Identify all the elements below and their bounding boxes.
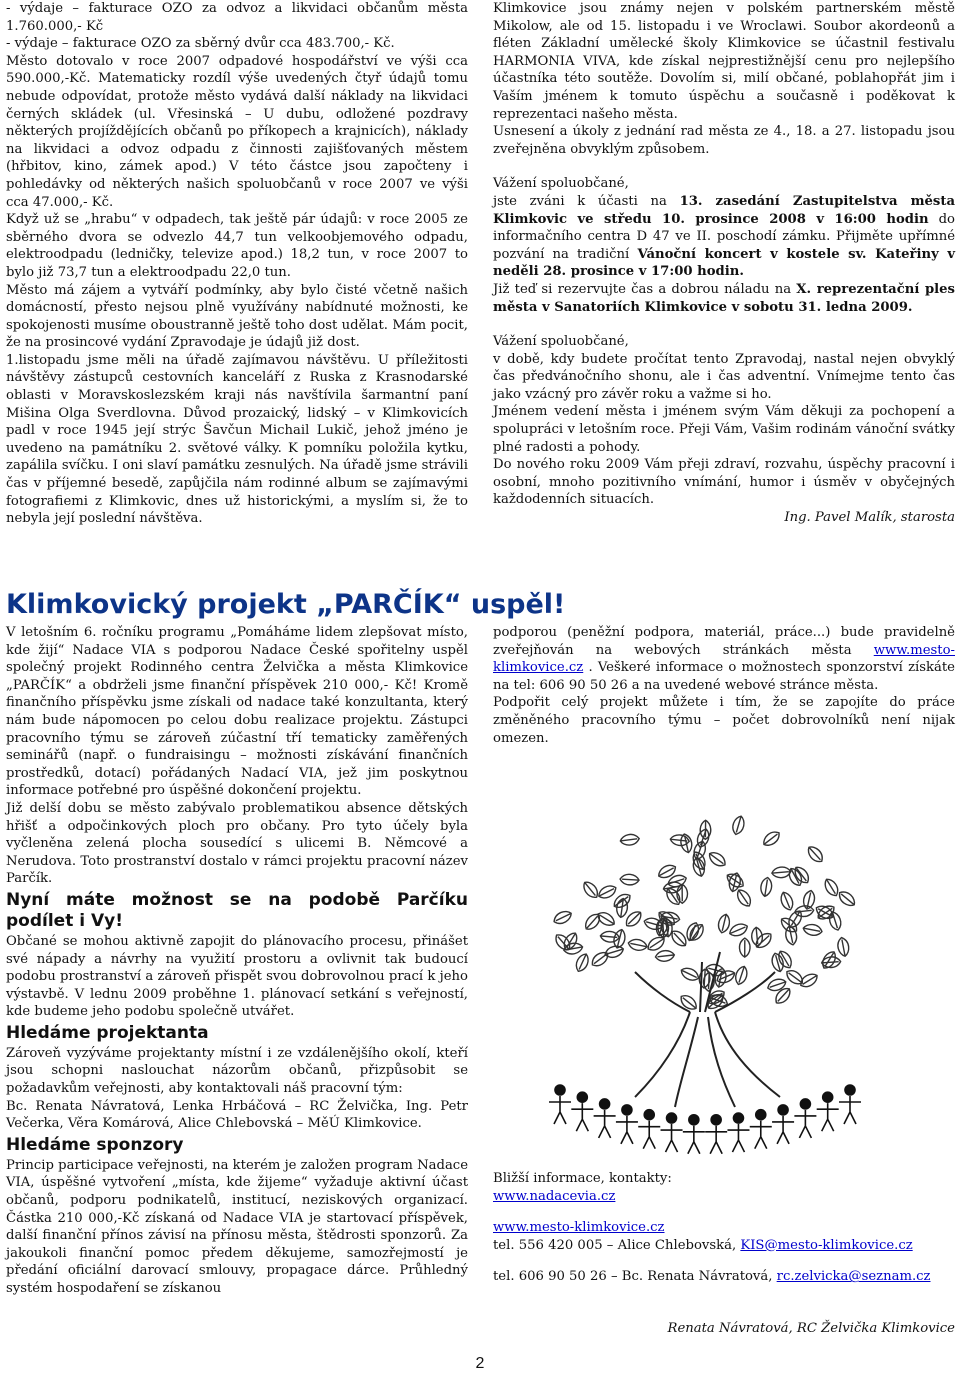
page-number: 2 [475, 1355, 485, 1372]
leaf [552, 909, 574, 927]
leaf [733, 965, 749, 986]
leaf [582, 911, 603, 932]
leaf [679, 833, 693, 854]
leaf [581, 879, 601, 900]
leaf [805, 844, 826, 865]
child-figure [571, 1092, 593, 1131]
leaf [707, 849, 729, 869]
leaf [739, 938, 750, 957]
paragraph-text: podporou (peněžní podpora, materiál, práce...) bude pravidelně zveřejňován na webových stránkách města [493, 625, 955, 658]
tree-drawing-image [540, 812, 870, 1164]
paragraph: Město dotovalo v roce 2007 odpadové hospodářství ve výši cca 590.000,-Kč. Matematicky rozdíl výše uvedených čtyř údajů tomu nebude odpovídat, protože město vydává další náklady na likvidaci černých skládek (ul. Vřesinská – U dubu, odložené pozdravy některých projíždějících občanů po příkopech a krajnicích), náklady na likvidaci a odvoz odpadu z činnosti zajišťovaných městem (hřbitov, kino, zámek apod.) V této částce jsou započteny i pohledávky od některých našich spoluobčanů v roce 2007 ve výši cca 47.000,- Kč. [6, 53, 468, 210]
leaf [771, 866, 791, 878]
leaf [717, 913, 732, 934]
contacts-heading: Bližší informace, kontakty: [493, 1171, 672, 1186]
section-heading: Hledáme sponzory [6, 1134, 184, 1155]
article-waste-column [6, 0, 468, 528]
child-figure [817, 1092, 839, 1131]
parcik-continuation-column [493, 624, 955, 747]
child-figure [661, 1113, 683, 1152]
leaf [728, 921, 750, 938]
leaf [836, 889, 857, 909]
child-figure [750, 1110, 772, 1149]
paragraph: Jménem vedení města i jménem svým Vám děkuji za pochopení a spolupráci v letošním roce. Přeji Vám, Vašim rodinám vánoční svátky plné radosti a pohody. [493, 404, 955, 455]
paragraph: 1.listopadu jsme měli na úřadě zajímavou návštěvu. U příležitosti návštěvy zástupců cestovních kanceláří z Ruska z Krasnodarské oblasti v Moravskoslezském kraji nás navštívila šarmantní paní Mišina Olga Sverdlovna. Důvod prozaický, lidský – v Klimkovicích padl v roce 1945 její strýc Šavčun Michail Lukič, jehož jméno je uvedeno na památníku 2. světové války. K pomníku položila kytku, zapálila svíčku. I oni slaví památku zesnulých. Na úřadě jsme strávili čas v příjemné besedě, zapůjčila nám rodinné album se zajímavými fotografiemi z Klimkovic, dnes už historickými, a myslím si, že to nebyla její poslední návštěva. [6, 352, 468, 527]
leaf [760, 877, 773, 897]
child-figure [705, 1115, 727, 1154]
nadacevia-link[interactable]: www.nadacevia.cz [493, 1188, 616, 1204]
leaf [679, 965, 701, 983]
dancing-children [549, 1085, 861, 1154]
contact-line [493, 1268, 955, 1286]
leaf [784, 967, 806, 987]
child-figure [839, 1085, 861, 1124]
leaf [656, 862, 678, 880]
mesto-klimkovice-link[interactable]: www.mesto-klimkovice.cz [493, 1220, 665, 1236]
leaf [734, 887, 753, 909]
city-ball: X. reprezentační ples města v Sanatoriích Klimkovice v sobotu 31. ledna 2009. [493, 281, 955, 315]
leaf [678, 992, 699, 1012]
leaf [751, 927, 763, 947]
paragraph: Do nového roku 2009 Vám přeji zdraví, rozvahu, úspěchy pracovní i osobní, mnoho pozitivního vnímání, humor i úsměv v obyčejných každodenních situacích. [493, 457, 955, 508]
child-figure [638, 1110, 660, 1149]
greeting: Vážení spoluobčané, [493, 334, 629, 350]
article-headline: Klimkovický projekt „PARČÍK“ uspěl! [6, 589, 566, 620]
parcik-article-column [6, 624, 468, 1298]
leaf [684, 921, 701, 943]
leaf [822, 877, 841, 899]
leaf [798, 971, 820, 990]
paragraph: Občané se mohou aktivně zapojit do plánovacího procesu, přinášet své nápady a návrhy na využití prostoru a ovlivnit tak budoucí podobu prostranství a zároveň přispět svou dobrovolnou prací k jeho výstavbě. V lednu 2009 proběhne 1. plánovací setkání s veřejností, kde budeme jeho podobu společně utvářet. [6, 933, 468, 1020]
child-figure [549, 1085, 571, 1124]
leaf [655, 950, 675, 963]
leaf [595, 910, 617, 929]
paragraph: - výdaje – fakturace OZO za odvoz a likvidaci občanům města 1.760.000,- Kč [6, 1, 468, 34]
leaf [700, 820, 711, 839]
paragraph: V letošním 6. ročníku programu „Pomáháme lidem zlepšovat místo, kde žijí“ Nadace VIA s podporou Nadace České spořitelny uspěl společný projekt Rodinného centra Želvička a města Klimkovice „PARČÍK“ a obdrželi jsme finanční příspěvek 210 000,- Kč! Kromě finančního příspěvku jsme získali od nadace také konzultanta, který nám bude nápomocen po celou dobu realizace projektu. Zástupci pracovního týmu se zároveň zúčastní tří tematicky zaměřených seminářů (např. o fundraisingu – možnosti získávání finančních prostředků, dotací) pořádaných Nadací VIA, jež jim poskytnou informace potřebné pro úspěšné dokončení projektu. [6, 625, 468, 799]
leaf [589, 949, 611, 969]
ball-paragraph [493, 281, 955, 316]
paragraph [493, 624, 955, 694]
leaf [620, 833, 640, 846]
leaf [596, 883, 618, 901]
paragraph: Když už se „hrabu“ v odpadech, tak ještě pár údajů: v roce 2005 ze sběrného dvora se odvezlo 44,7 tun velkoobjemového odpadu, elektroodpadu (ledničky, televize apod.) 18,2 tun, v roce 2007 to bylo již 73,7 tun a elektroodpadu 22,0 tun. [6, 212, 468, 280]
leaf [827, 910, 843, 931]
child-figure [594, 1099, 616, 1138]
section-heading: Nyní máte možnost se na podobě Parčíku podílet i Vy! [6, 889, 468, 931]
leaf [815, 903, 837, 922]
city-web-link[interactable]: www.mesto-klimkovice.cz [493, 642, 955, 676]
paragraph: Město má zájem a vytváří podmínky, aby bylo čisté včetně našich domácností, přesto nejsou plně využívány nabídnuté možnosti, ke spokojenosti musíme oboustranně ještě toho dost udělat. Mám pocit, že na prosincové vydání Zpravodaje je údajů již dost. [6, 282, 468, 351]
child-figure [727, 1113, 749, 1152]
paragraph: Klimkovice jsou známy nejen v polském partnerském městě Mikolow, ale od 15. listopadu i ve Wroclawi. Soubor akordeonů a fléten Základní umělecké školy Klimkovice se účastnil festivalu HARMONIA VIVA, kde získal nejprestižnější cenu pro nejlepšího účastníka této soutěže. Dovolím si, milí občané, poblahopřát jim i Vaším jménem k tomuto úspěchu a současně i poděkovat k reprezentaci našeho města. [493, 1, 955, 122]
child-figure [683, 1115, 705, 1154]
paragraph: - výdaje – fakturace OZO za sběrný dvůr cca 483.700,- Kč. [6, 36, 395, 52]
tree-trunk [635, 952, 780, 1107]
invitation-text: jste zváni k účasti na [493, 193, 680, 209]
invitation-text: do informačního centra D 47 ve II. poschodí zámku. Přijměte upřímné pozvání na tradiční [493, 211, 955, 262]
mayor-signature: Ing. Pavel Malík, starosta [784, 510, 955, 526]
mayor-column [493, 0, 955, 527]
leaf [778, 890, 795, 912]
contact-line [493, 1237, 955, 1255]
paragraph: Podpořit celý projekt můžete i tím, že se zapojíte do práce změněného pracovního týmu – počet dobrovolníků není nijak omezen. [493, 695, 955, 746]
paragraph: Usnesení a úkoly z jednání rad města ze 4., 18. a 27. listopadu jsou zveřejněna obvyklým způsobem. [493, 124, 955, 157]
invitation-paragraph [493, 193, 955, 281]
invitation-greeting: Vážení spoluobčané, [493, 176, 629, 192]
tree-leaves [552, 815, 858, 1013]
child-figure [794, 1099, 816, 1138]
leaf [620, 874, 640, 886]
contact-text: tel. 556 420 005 – Alice Chlebovská, [493, 1237, 741, 1253]
paragraph: Zároveň vyzýváme projektanty místní i ze vzdálenějšího okolí, kteří jsou schopni naslouchat názorům občanů, přizpůsobit se požadavkům veřejnosti, aby kontaktovali náš pracovní tým: [6, 1045, 468, 1097]
council-meeting: 13. zasedání Zastupitelstva města Klimkovic ve středu 10. prosince 2008 v 16:00 hodin [493, 193, 955, 227]
leaf [563, 942, 584, 956]
leaf [766, 977, 787, 993]
contact-text: tel. 606 90 50 26 – Bc. Renata Návratová, [493, 1269, 777, 1285]
paragraph: Bc. Renata Návratová, Lenka Hrbáčová – RC Želvička, Ing. Petr Večerka, Věra Komárová, Alice Chlebovská – MěÚ Klimkovice. [6, 1098, 468, 1132]
child-figure [616, 1105, 638, 1144]
leaf [836, 937, 850, 958]
paragraph: v době, kdy budete pročítat tento Zpravodaj, nastal nejen obvyklý čas předvánočního shonu, ale i čas adventní. Vnímejme tento čas jako vzácný pro závěr roku a važme si ho. [493, 351, 955, 402]
kis-email-link[interactable]: KIS@mesto-klimkovice.cz [740, 1237, 913, 1253]
paragraph: Již delší dobu se město zabývalo problematikou absence dětských hřišť a odpočinkových ploch pro občany. Pro tyto účely byla vyčleněna zelená plocha sousedící s ulicemi B. Němcové a Nerudova. Toto prostranství dostalo v rámci projektu pracovní název Parčík. [6, 800, 468, 887]
leaf [573, 952, 591, 974]
paragraph-text: . Veškeré informace o možnostech sponzorství získáte na tel: 606 90 50 26 a na uvedené webové stránce města. [493, 660, 955, 693]
leaf [692, 840, 708, 861]
leaf [627, 938, 648, 952]
christmas-concert: Vánoční koncert v kostele sv. Kateřiny v neděli 28. prosince v 17:00 hodin. [493, 246, 955, 280]
zelvicka-email-link[interactable]: rc.zelvicka@seznam.cz [776, 1269, 931, 1285]
leaf [773, 985, 794, 1006]
article-signature: Renata Návratová, RC Želvička Klimkovice [667, 1321, 955, 1336]
contacts-block [493, 1170, 955, 1336]
leaf [802, 923, 823, 937]
paragraph: Princip participace veřejnosti, na kterém je založen program Nadace VIA, úspěšné vytvoření „místa, kde žijeme“ vyžaduje aktivní účast občanů, podporu podnikatelů, institucí, neziskových organizací. Částka 210 000,-Kč získaná od Nadace VIA je startovací příspěvek, další finanční přínos závisí na přínosu města, štědrosti sponzorů. Za jakoukoli finanční pomoc předem děkujeme, samozřejmostí je předání oficiální darovací smlouvy, propagace dárce. Průhledný systém hospodaření se získanou [6, 1157, 468, 1296]
section-heading: Hledáme projektanta [6, 1022, 209, 1043]
child-figure [772, 1105, 794, 1144]
ball-text: Již teď si rezervujte čas a dobrou náladu na [493, 281, 797, 297]
leaf [731, 815, 746, 836]
leaf [761, 829, 782, 849]
